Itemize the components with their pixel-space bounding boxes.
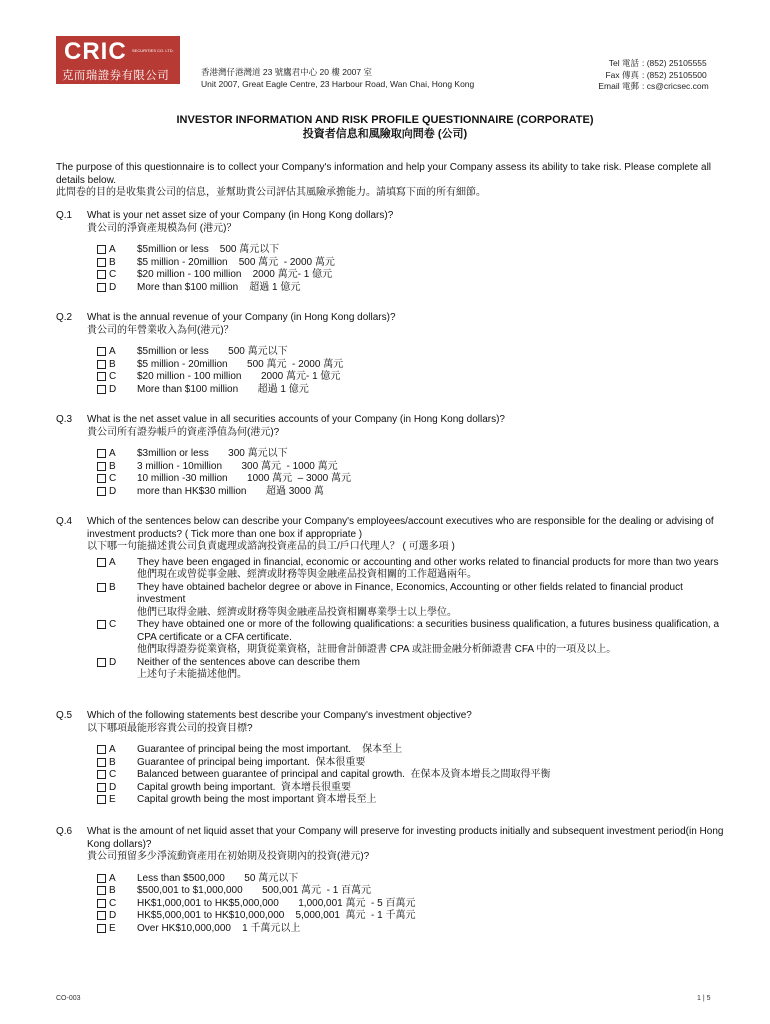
option-text: [137, 898, 726, 911]
option-letter: B: [109, 460, 116, 472]
option-text-en: They have obtained bachelor degree or above in Finance, Economics, Accounting or other fields related to financial product investment: [137, 581, 683, 605]
intro-en: The purpose of this questionnaire is to collect your Company's information and help your Company assess its ability to take risk. Please complete all details below.: [56, 162, 712, 186]
option-text: [137, 885, 726, 898]
question-text: [87, 710, 726, 735]
option-a: [97, 244, 726, 257]
question-text-zh: 以下哪項最能形容貴公司的投資目標?: [87, 722, 253, 734]
checkbox[interactable]: [97, 372, 106, 381]
checkbox[interactable]: [97, 795, 106, 804]
address-zh: 香港灣仔港灣道 23 號鷹君中心 20 樓 2007 室: [201, 67, 372, 77]
option-letter: D: [109, 910, 117, 921]
option-e: [97, 794, 726, 807]
option-b: [97, 257, 726, 270]
question-text-zh: 貴公司所有證券帳戶的資產淨值為何(港元)?: [87, 426, 280, 438]
option-d: [97, 910, 726, 923]
question-text: [87, 826, 726, 864]
checkbox[interactable]: [97, 658, 106, 667]
intro-paragraph: [56, 162, 726, 200]
title-en: INVESTOR INFORMATION AND RISK PROFILE QUESTIONNAIRE (CORPORATE): [176, 114, 594, 126]
checkbox[interactable]: [97, 924, 106, 933]
logo-text: CRIC: [64, 38, 127, 65]
option-text: [137, 346, 726, 359]
checkbox[interactable]: [97, 620, 106, 629]
question-number: Q.2: [56, 312, 73, 323]
option-letter: C: [109, 897, 117, 909]
option-text-en: Capital growth being important. 資本增長很重要: [137, 781, 351, 793]
checkbox[interactable]: [97, 474, 106, 483]
option-text-en: more than HK$30 million 超過 3000 萬: [137, 485, 324, 497]
question-text-en: Which of the following statements best describe your Company's investment objective?: [87, 710, 472, 721]
option-text-en: They have been engaged in financial, economic or accounting and other works related to financial products for more than two years: [137, 556, 719, 568]
option-text: [137, 657, 726, 682]
question-6: [56, 826, 726, 935]
option-text: [137, 923, 726, 936]
question-4: [56, 516, 726, 682]
checkbox[interactable]: [97, 886, 106, 895]
option-c: [97, 269, 726, 282]
option-text: [137, 794, 726, 807]
checkbox[interactable]: [97, 783, 106, 792]
checkbox[interactable]: [97, 745, 106, 754]
option-text-en: Less than $500,000 50 萬元以下: [137, 872, 299, 884]
option-list: [97, 744, 726, 807]
option-text-en: HK$5,000,001 to HK$10,000,000 5,000,001 萬元 - 1 千萬元: [137, 910, 416, 921]
option-letter: C: [109, 371, 117, 382]
option-text: [137, 582, 726, 620]
option-letter: C: [109, 769, 117, 780]
option-text-en: They have obtained one or more of the following qualifications: a securities business qualification, a futures business qualification, a CPA certificate or a CFA certificate.: [137, 619, 720, 643]
option-letter: E: [109, 794, 116, 805]
option-a: [97, 346, 726, 359]
checkbox[interactable]: [97, 245, 106, 254]
email-label: Email 電郵: [598, 81, 639, 91]
option-text: [137, 359, 726, 372]
option-text: [137, 371, 726, 384]
option-c: [97, 769, 726, 782]
option-text: [137, 269, 726, 282]
option-list: [97, 557, 726, 682]
option-letter: A: [109, 556, 116, 568]
option-text-en: $500,001 to $1,000,000 500,001 萬元 - 1 百萬元: [137, 885, 372, 896]
option-text: [137, 769, 726, 782]
option-text-en: Guarantee of principal being important. 保本很重要: [137, 756, 366, 768]
tel-value: : (852) 25105555: [642, 58, 707, 68]
option-d: [97, 782, 726, 795]
checkbox[interactable]: [97, 899, 106, 908]
option-letter: D: [109, 485, 117, 497]
page-number: 1 | 5: [697, 995, 711, 1002]
document-title: [0, 113, 770, 141]
option-text-en: $5million or less 500 萬元以下: [137, 244, 280, 255]
option-list: [97, 873, 726, 936]
option-d: [97, 486, 726, 499]
option-text: [137, 486, 726, 499]
option-list: [97, 448, 726, 498]
fax-value: : (852) 25105500: [642, 69, 707, 80]
question-1: [56, 210, 726, 294]
logo-chinese-name: 克而瑞證券有限公司: [62, 70, 170, 82]
option-d: [97, 282, 726, 295]
option-letter: B: [109, 581, 116, 593]
question-text-zh: 貴公司的年營業收入為何(港元)？: [87, 324, 234, 336]
question-number: Q.5: [56, 710, 73, 721]
option-text-en: $5 million - 20million 500 萬元 - 2000 萬元: [137, 256, 335, 268]
option-text: [137, 873, 726, 886]
option-text-zh: 他們已取得金融、經濟或財務等與金融產品投資相關專業學士以上學位。: [137, 606, 457, 618]
question-text-zh: 以下哪一句能描述貴公司負責處理或諮詢投資產品的員工/戶口代理人？ ( 可選多項 ): [87, 541, 455, 552]
option-text: [137, 384, 726, 397]
option-c: [97, 619, 726, 657]
question-text-zh: 貴公司預留多少淨流動資產用在初始期及投資期內的投資(港元)?: [87, 851, 370, 862]
checkbox[interactable]: [97, 911, 106, 920]
fax-label: Fax 傳真: [605, 69, 639, 80]
option-text-en: HK$1,000,001 to HK$5,000,000 1,000,001 萬元 - 5 百萬元: [137, 897, 416, 909]
option-letter: B: [109, 885, 116, 896]
option-letter: A: [109, 244, 116, 255]
option-text: [137, 757, 726, 770]
checkbox[interactable]: [97, 347, 106, 356]
option-text: [137, 619, 726, 657]
option-text-zh: 他們現在或曾從事金融、經濟或財務等與金融產品投資相關的工作超過兩年。: [137, 569, 477, 580]
option-text-en: $5 million - 20million 500 萬元 - 2000 萬元: [137, 358, 344, 370]
option-b: [97, 461, 726, 474]
address-en: Unit 2007, Great Eagle Centre, 23 Harbour Road, Wan Chai, Hong Kong: [201, 78, 475, 89]
checkbox[interactable]: [97, 874, 106, 883]
option-c: [97, 371, 726, 384]
option-text-en: 10 million -30 million 1000 萬元 – 3000 萬元: [137, 473, 351, 484]
checkbox[interactable]: [97, 449, 106, 458]
option-letter: C: [109, 619, 117, 630]
option-a: [97, 873, 726, 886]
option-letter: A: [109, 744, 116, 755]
question-number: Q.3: [56, 414, 73, 425]
option-text: [137, 282, 726, 295]
option-text: [137, 557, 726, 582]
question-text: [87, 210, 726, 235]
option-text: [137, 782, 726, 795]
option-letter: B: [109, 358, 116, 370]
option-c: [97, 898, 726, 911]
option-list: [97, 346, 726, 396]
checkbox[interactable]: [97, 385, 106, 394]
option-text-en: $5million or less 500 萬元以下: [137, 346, 288, 357]
question-2: [56, 312, 726, 396]
option-text: [137, 448, 726, 461]
option-letter: A: [109, 872, 116, 884]
question-text: [87, 312, 726, 337]
option-letter: D: [109, 281, 117, 293]
contact-info: [584, 58, 709, 93]
option-b: [97, 885, 726, 898]
option-text-en: Over HK$10,000,000 1 千萬元以上: [137, 922, 301, 934]
question-text-en: Which of the sentences below can describe your Company's employees/account executives who are responsible for the dealing or advising of investment products? ( Tick more than one box if appropriate ): [87, 516, 714, 540]
option-d: [97, 657, 726, 682]
option-text-en: 3 million - 10million 300 萬元 - 1000 萬元: [137, 460, 338, 472]
option-text: [137, 244, 726, 257]
question-text-en: What is your net asset size of your Company (in Hong Kong dollars)?: [87, 210, 394, 221]
checkbox[interactable]: [97, 558, 106, 567]
question-3: [56, 414, 726, 498]
option-b: [97, 757, 726, 770]
checkbox[interactable]: [97, 360, 106, 369]
option-text: [137, 473, 726, 486]
question-number: Q.1: [56, 210, 73, 221]
company-logo: [56, 36, 180, 84]
option-text-en: Capital growth being the most important 資本增長至上: [137, 794, 377, 805]
title-zh: 投資者信息和風險取向問卷 (公司): [302, 128, 468, 140]
option-letter: B: [109, 756, 116, 768]
company-address: [201, 67, 474, 90]
option-a: [97, 557, 726, 582]
intro-zh: 此問卷的目的是收集貴公司的信息，並幫助貴公司評估其風險承擔能力。請填寫下面的所有細節。: [56, 187, 486, 198]
option-e: [97, 923, 726, 936]
option-a: [97, 744, 726, 757]
option-letter: E: [109, 922, 116, 934]
option-text-zh: 上述句子未能描述他們。: [137, 669, 247, 680]
form-code: CO-003: [56, 995, 81, 1002]
option-letter: D: [109, 383, 117, 395]
question-text-en: What is the net asset value in all securities accounts of your Company (in Hong Kong dollars)?: [87, 414, 505, 425]
option-text-en: More than $100 million 超過 1 億元: [137, 281, 301, 293]
checkbox[interactable]: [97, 283, 106, 292]
question-text-zh: 貴公司的淨資產規模為何 (港元)？: [87, 222, 237, 234]
question-number: Q.6: [56, 826, 73, 837]
checkbox[interactable]: [97, 583, 106, 592]
option-text-zh: 他們取得證券從業資格，期貨從業資格，註冊會計師證書 CPA 或註冊金融分析師證書 CFA 中的一項及以上。: [137, 644, 617, 655]
option-letter: D: [109, 781, 117, 793]
option-text-en: More than $100 million 超過 1 億元: [137, 383, 309, 395]
option-text: [137, 744, 726, 757]
option-text: [137, 910, 726, 923]
option-letter: A: [109, 448, 116, 459]
option-text-en: Neither of the sentences above can describe them: [137, 656, 360, 668]
option-letter: B: [109, 256, 116, 268]
option-text: [137, 461, 726, 474]
email-value: : cs@cricsec.com: [642, 81, 709, 91]
option-a: [97, 448, 726, 461]
option-c: [97, 473, 726, 486]
checkbox[interactable]: [97, 770, 106, 779]
option-text-en: $20 million - 100 million 2000 萬元- 1 億元: [137, 269, 333, 280]
checkbox[interactable]: [97, 258, 106, 267]
logo-small-text: SECURITIES CO. LTD.: [132, 48, 174, 53]
checkbox[interactable]: [97, 758, 106, 767]
option-d: [97, 384, 726, 397]
checkbox[interactable]: [97, 270, 106, 279]
option-text-en: Balanced between guarantee of principal and capital growth. 在保本及資本增長之間取得平衡: [137, 769, 551, 780]
option-letter: A: [109, 346, 116, 357]
question-text-en: What is the amount of net liquid asset that your Company will preserve for investing products initially and subsequent investment period(in Hong Kong dollars)?: [87, 826, 724, 850]
question-number: Q.4: [56, 516, 73, 527]
option-text-en: $3million or less 300 萬元以下: [137, 448, 288, 459]
option-b: [97, 359, 726, 372]
option-letter: D: [109, 656, 117, 668]
checkbox[interactable]: [97, 487, 106, 496]
option-list: [97, 244, 726, 294]
question-5: [56, 710, 726, 807]
question-text-en: What is the annual revenue of your Company (in Hong Kong dollars)?: [87, 312, 396, 323]
option-text-en: Guarantee of principal being the most important. 保本至上: [137, 744, 403, 755]
question-text: [87, 516, 726, 554]
option-text-en: $20 million - 100 million 2000 萬元- 1 億元: [137, 371, 341, 382]
option-b: [97, 582, 726, 620]
question-text: [87, 414, 726, 439]
option-letter: C: [109, 473, 117, 484]
tel-label: Tel 電話: [608, 58, 639, 68]
checkbox[interactable]: [97, 462, 106, 471]
option-text: [137, 257, 726, 270]
option-letter: C: [109, 269, 117, 280]
